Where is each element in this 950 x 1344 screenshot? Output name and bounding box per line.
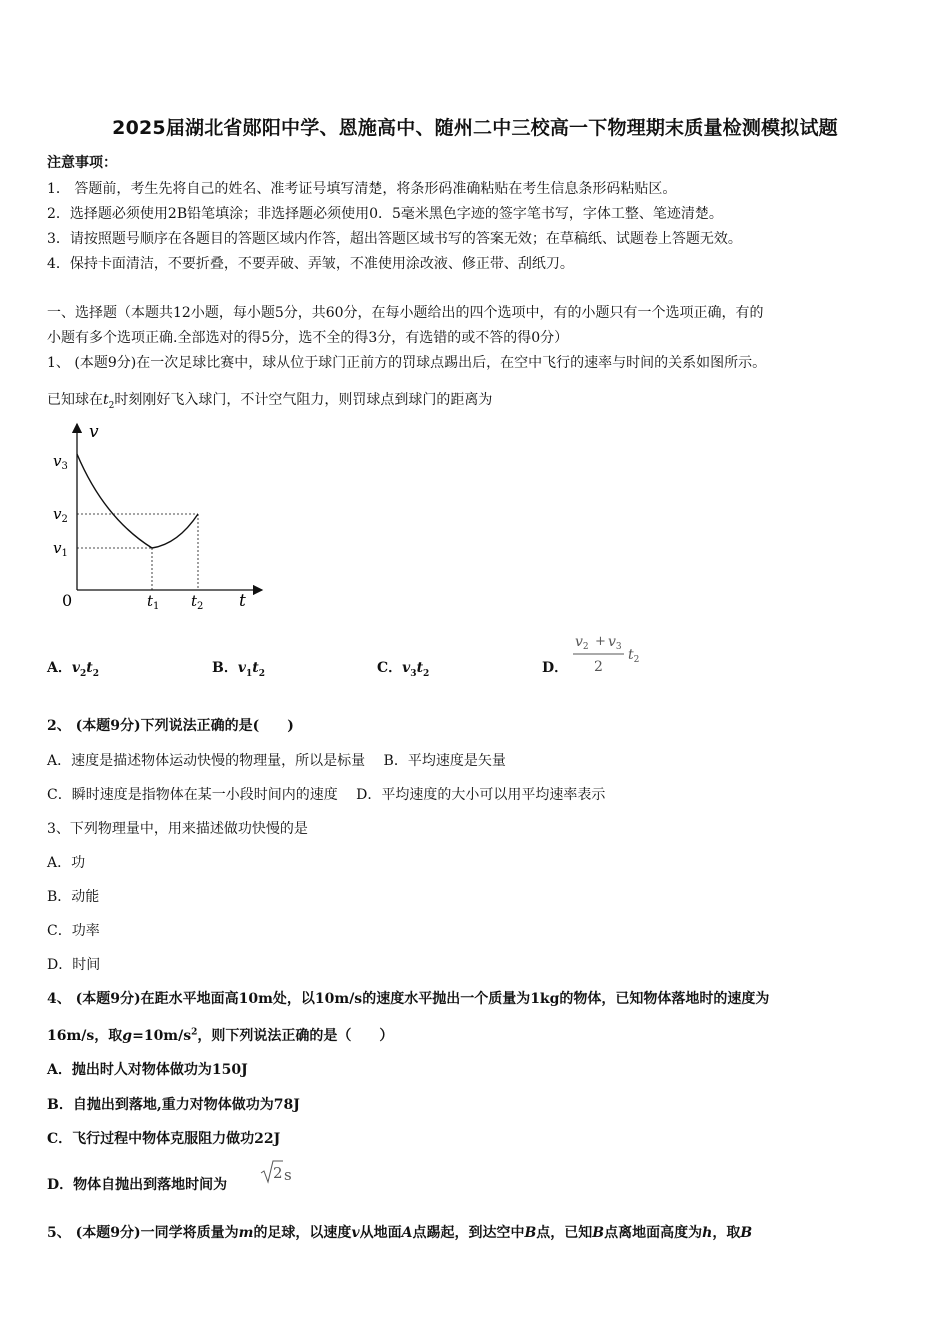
q4-text-mid: =10m/s	[132, 1028, 192, 1044]
q3-option-d: D．时间	[47, 957, 101, 973]
q5-text-7: ，取	[712, 1225, 741, 1241]
q1-t-var: t	[103, 392, 109, 408]
q1-text: 已知球在	[47, 392, 103, 408]
q1-option-a-label: A．	[47, 660, 72, 676]
svg-text:2: 2	[594, 659, 603, 675]
q1-option-a	[47, 657, 99, 679]
q1-c-v-sub: 3	[410, 668, 417, 679]
page-title: 2025届湖北省郧阳中学、恩施高中、随州二中三校高一下物理期末质量检测模拟试题	[112, 117, 838, 139]
q1-text-post: 时刻刚好飞入球门，不计空气阻力，则罚球点到球门的距离为	[114, 392, 493, 408]
q4-option-b: B．自抛出到落地,重力对物体做功为78J	[47, 1097, 300, 1113]
notice-item-4: 4．保持卡面清洁，不要折叠，不要弄破、弄皱，不准使用涂改液、修正带、刮纸刀。	[47, 256, 574, 272]
q1-option-d-fraction	[570, 632, 650, 676]
q5-B2-var: B	[592, 1225, 605, 1241]
q3-stem: 3、下列物理量中，用来描述做功快慢的是	[47, 821, 308, 837]
q1-option-b	[212, 657, 265, 679]
speed-curve	[77, 454, 198, 548]
q5-text-6: 点离地面高度为	[604, 1225, 703, 1241]
q1-c-v: v	[402, 660, 411, 676]
q2-stem-text: 2、 (本题9分)下列说法正确的是( )	[47, 718, 294, 734]
q4-sup: 2	[191, 1027, 198, 1038]
q1-stem-line1: 1、 (本题9分)在一次足球比赛中，球从位于球门正前方的罚球点踢出后，在空中飞行的速率与时间的关系如图所示。	[47, 355, 767, 371]
q4-stem-line2	[47, 1025, 393, 1045]
q1-c-t: t	[416, 660, 424, 676]
q1-a-t-sub: 2	[92, 668, 100, 679]
x-axis-label: t	[239, 591, 246, 611]
q5-h-var: h	[702, 1225, 713, 1241]
q1-option-c-label: C．	[377, 660, 403, 676]
section-heading-line1: 一、选择题（本题共12小题，每小题5分，共60分，在每小题给出的四个选项中，有的小题只有一个选项正确，有的	[47, 305, 764, 321]
svg-text:+: +	[595, 634, 606, 649]
q5-B-var: B	[524, 1225, 537, 1241]
q3-option-a: A．功	[47, 855, 86, 871]
q1-option-b-label: B．	[212, 660, 238, 676]
velocity-time-graph	[48, 418, 268, 618]
svg-text:s: s	[284, 1166, 292, 1184]
q5-B3-var: B	[740, 1225, 753, 1241]
svg-text:v2: $v_2$	[575, 634, 589, 652]
svg-text:v3: $v_3$	[608, 634, 622, 652]
q1-b-t: t	[252, 660, 259, 676]
q3-option-c: C．功率	[47, 923, 100, 939]
q1-stem-line2	[47, 389, 492, 411]
q1-a-v-sub: 2	[80, 668, 87, 679]
q1-b-t-sub: 2	[258, 668, 265, 679]
q5-m-var: m	[238, 1225, 254, 1241]
q2-options-cd: C．瞬时速度是指物体在某一小段时间内的速度 D．平均速度的大小可以用平均速率表示	[47, 787, 606, 803]
q4-g-var: g	[122, 1028, 133, 1044]
v1-label: $v_1$	[53, 539, 68, 559]
q4-option-d	[47, 1174, 227, 1194]
notice-item-3: 3．请按照题号顺序在各题目的答题区域内作答，超出答题区域书写的答案无效；在草稿纸、试题卷上答题无效。	[47, 231, 742, 247]
sqrt2-expression	[259, 1158, 299, 1186]
q4-text-pre: 16m/s，取	[47, 1028, 123, 1044]
origin-label: 0	[62, 591, 73, 610]
q5-v-var: v	[351, 1225, 360, 1241]
q1-t-sub: 2	[108, 400, 115, 411]
q5-text-1: 5、 (本题9分)一同学将质量为	[47, 1225, 239, 1241]
q4-option-c: C．飞行过程中物体克服阻力做功22J	[47, 1131, 281, 1147]
q1-a-v: v	[71, 660, 81, 676]
q2-stem	[47, 715, 294, 735]
q4-text-post: ，则下列说法正确的是（ ）	[197, 1028, 394, 1044]
q2-options-ab: A．速度是描述物体运动快慢的物理量，所以是标量 B．平均速度是矢量	[47, 753, 506, 769]
q5-text-3: 从地面	[359, 1225, 402, 1241]
v3-label: $v_3$	[53, 452, 68, 472]
q3-option-b: B．动能	[47, 889, 100, 905]
svg-text:2: 2	[273, 1164, 283, 1182]
q4-option-a: A．抛出时人对物体做功为150J	[47, 1062, 248, 1078]
q5-text-5: 点，已知	[536, 1225, 593, 1241]
notice-item-1: 1． 答题前，考生先将自己的姓名、准考证号填写清楚，将条形码准确粘贴在考生信息条形码粘贴区。	[47, 181, 677, 197]
t1-label: $t_1$	[147, 592, 160, 612]
q4-stem-line1: 4、 (本题9分)在距水平地面高10m处，以10m/s的速度水平抛出一个质量为1kg的物体，已知物体落地时的速度为	[47, 991, 770, 1007]
q5-text-2: 的足球，以速度	[253, 1225, 352, 1241]
q5-A-var: A	[401, 1225, 413, 1241]
t2-label: $t_2$	[191, 592, 204, 612]
notice-item-2: 2．选择题必须使用2B铅笔填涂；非选择题必须使用0．5毫米黑色字迹的签字笔书写，字体工整、笔迹清楚。	[47, 206, 723, 222]
q1-c-t-sub: 2	[423, 668, 430, 679]
notice-heading: 注意事项：	[47, 155, 117, 171]
svg-text:t2: $t_2$	[628, 647, 640, 665]
q1-a-t: t	[86, 660, 93, 676]
q4-option-d-text: D．物体自抛出到落地时间为	[47, 1177, 228, 1193]
q1-b-v-sub: 1	[245, 668, 253, 679]
q1-b-v: v	[237, 660, 246, 676]
v2-label: $v_2$	[53, 505, 68, 525]
section-heading-line2: 小题有多个选项正确.全部选对的得5分，选不全的得3分，有选错的或不答的得0分）	[47, 330, 569, 346]
q1-option-d-label	[542, 657, 568, 677]
q5-stem-line1	[47, 1222, 752, 1242]
q1-option-c	[377, 657, 429, 679]
q1-option-d-label-text: D．	[542, 660, 569, 676]
y-axis-label: v	[89, 422, 99, 442]
q5-text-4: 点踢起，到达空中	[412, 1225, 525, 1241]
